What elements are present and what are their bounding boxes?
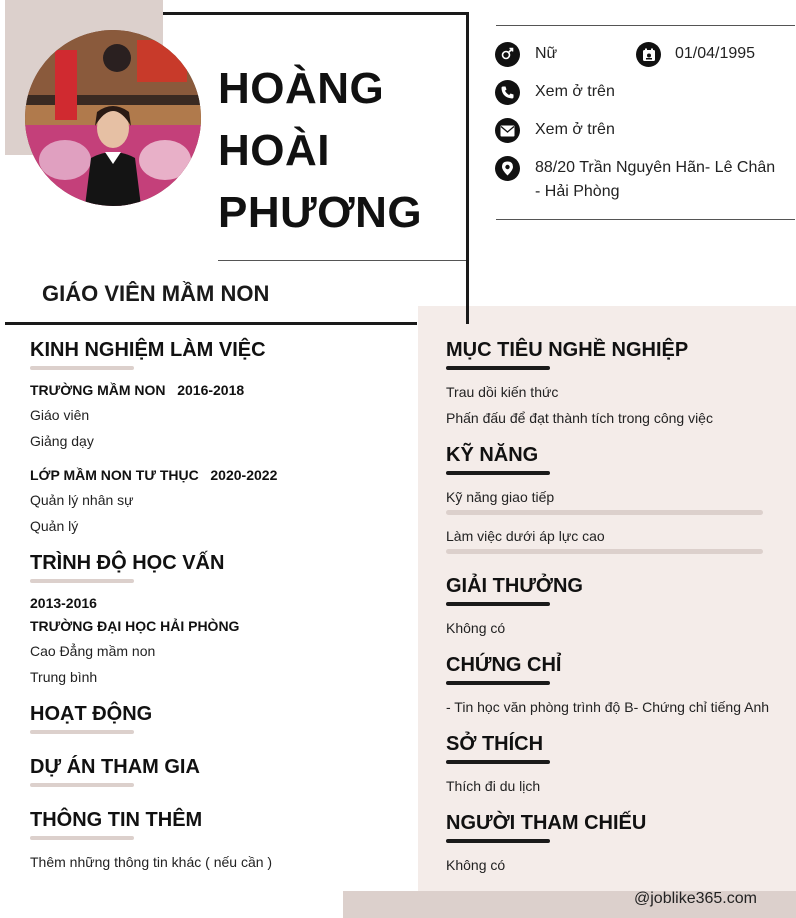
activities-title: HOẠT ĐỘNG (30, 703, 153, 725)
awards-text: Không có (446, 620, 506, 636)
location-icon (495, 156, 520, 181)
projects-title: DỰ ÁN THAM GIA (30, 756, 200, 778)
hobbies-underline (446, 760, 550, 764)
job-1-line-1: Giáo viên (30, 407, 90, 423)
more-info-text: Thêm những thông tin khác ( nếu cần ) (30, 854, 273, 870)
education-title: TRÌNH ĐỘ HỌC VẤN (30, 552, 225, 574)
objective-title: MỤC TIÊU NGHỀ NGHIỆP (446, 339, 689, 361)
contact-rule-bottom (496, 219, 795, 220)
name-line-1: HOÀNG (218, 64, 385, 113)
watermark-text: @joblike365.com (634, 890, 757, 907)
education-line-1: Cao Đẳng mầm non (30, 643, 156, 659)
activities-underline (30, 730, 134, 734)
projects-underline (30, 783, 134, 787)
job-1-heading: TRƯỜNG MẦM NON 2016-2018 (30, 382, 245, 398)
contact-rule-top (496, 25, 795, 26)
job-title: GIÁO VIÊN MẦM NON (42, 281, 270, 306)
education-school: TRƯỜNG ĐẠI HỌC HẢI PHÒNG (30, 618, 240, 634)
more-info-title: THÔNG TIN THÊM (30, 809, 203, 831)
profile-photo (25, 30, 201, 206)
experience-underline (30, 366, 134, 370)
name-line-2: HOÀI (218, 126, 330, 175)
education-underline (30, 579, 134, 583)
certificates-underline (446, 681, 550, 685)
phone-value: Xem ở trên (535, 83, 615, 100)
references-underline (446, 839, 550, 843)
full-name (218, 58, 422, 244)
calendar-icon (636, 42, 661, 67)
objective-line-2: Phấn đấu để đạt thành tích trong công việc (446, 410, 713, 426)
objective-line-1: Trau dồi kiến thức (446, 384, 559, 400)
references-title: NGƯỜI THAM CHIẾU (446, 812, 647, 834)
skill-1-bar (446, 510, 763, 515)
awards-underline (446, 602, 550, 606)
name-line-3: PHƯƠNG (218, 188, 423, 237)
address-value (535, 156, 795, 204)
gender-value: Nữ (535, 45, 558, 62)
name-divider (218, 260, 466, 261)
frame-line-bottom (5, 322, 417, 325)
education-line-2: Trung bình (30, 669, 98, 685)
certificates-text: - Tin học văn phòng trình độ B- Chứng chỉ tiếng Anh (446, 699, 770, 715)
email-icon (495, 118, 520, 143)
frame-line-top (163, 12, 469, 15)
job-2-line-2: Quản lý (30, 518, 79, 534)
objective-underline (446, 366, 550, 370)
address-line-1: 88/20 Trần Nguyên Hãn- Lê Chân (535, 159, 776, 176)
job-2-heading: LỚP MẦM NON TƯ THỤC 2020-2022 (30, 467, 278, 483)
gender-icon (495, 42, 520, 67)
hobbies-text: Thích đi du lịch (446, 778, 541, 794)
job-2-line-1: Quản lý nhân sự (30, 492, 134, 508)
references-text: Không có (446, 857, 506, 873)
skill-2-label: Làm việc dưới áp lực cao (446, 528, 605, 544)
phone-icon (495, 80, 520, 105)
skill-1-label: Kỹ năng giao tiếp (446, 489, 555, 505)
birthday-value: 01/04/1995 (675, 45, 756, 62)
certificates-title: CHỨNG CHỈ (446, 654, 562, 676)
more-info-underline (30, 836, 134, 840)
skills-underline (446, 471, 550, 475)
email-value: Xem ở trên (535, 121, 615, 138)
skills-title: KỸ NĂNG (446, 444, 539, 466)
awards-title: GIẢI THƯỞNG (446, 575, 583, 597)
address-line-2: - Hải Phòng (535, 183, 620, 200)
experience-title: KINH NGHIỆM LÀM VIỆC (30, 339, 266, 361)
education-years: 2013-2016 (30, 595, 97, 611)
frame-line-right (466, 12, 469, 324)
skill-2-bar (446, 549, 763, 554)
hobbies-title: SỞ THÍCH (446, 733, 544, 755)
job-1-line-2: Giảng dạy (30, 433, 94, 449)
